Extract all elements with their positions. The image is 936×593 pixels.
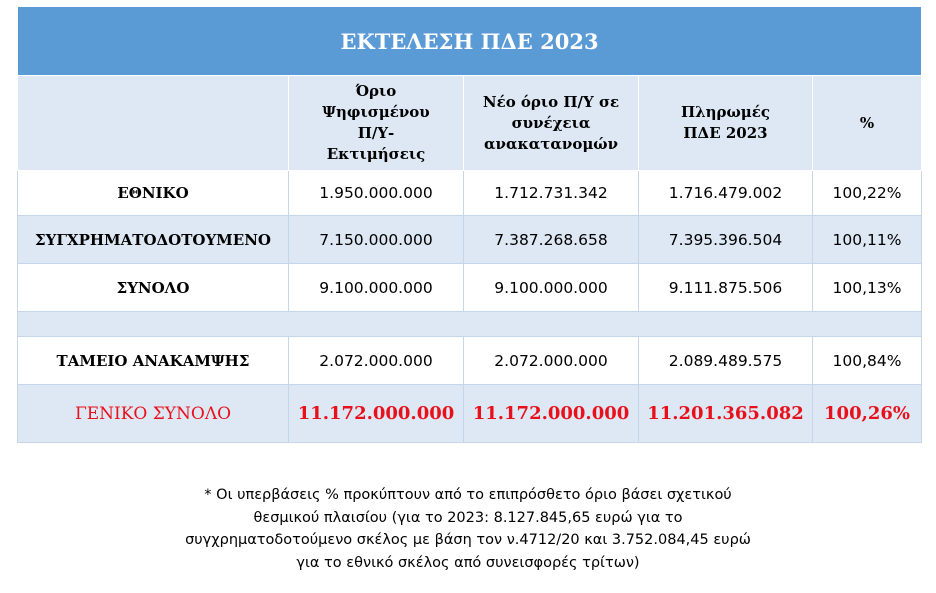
cell-budget: 7.150.000.000	[289, 216, 464, 264]
grand-total-payments: 11.201.365.082	[639, 385, 813, 443]
header-percent: %	[813, 76, 922, 171]
table-row	[18, 171, 922, 216]
cell-percent: 100,22%	[813, 171, 922, 216]
budget-execution-table-container	[17, 6, 921, 443]
cell-budget: 2.072.000.000	[289, 337, 464, 385]
row-label: ΣΥΓΧΡΗΜΑΤΟΔΟΤΟΥΜΕΝΟ	[18, 216, 289, 264]
footnote-line: * Οι υπερβάσεις % προκύπτουν από το επιπρόσθετο όριο βάσει σχετικού	[204, 487, 732, 503]
header-payments: Πληρωμές ΠΔΕ 2023	[639, 76, 813, 171]
cell-percent: 100,11%	[813, 216, 922, 264]
footnote-line: θεσμικού πλαισίου (για το 2023: 8.127.845,65 ευρώ για το	[253, 509, 683, 526]
budget-execution-table	[17, 6, 922, 443]
cell-percent: 100,13%	[813, 264, 922, 312]
row-label: ΣΥΝΟΛΟ	[18, 264, 289, 312]
cell-budget: 9.100.000.000	[289, 264, 464, 312]
grand-total-budget: 11.172.000.000	[289, 385, 464, 443]
footnote	[60, 484, 876, 574]
cell-payments: 9.111.875.506	[639, 264, 813, 312]
header-new-limit: Νέο όριο Π/Υ σε συνέχεια ανακατανομών	[464, 76, 639, 171]
table-row	[18, 264, 922, 312]
spacer-row	[18, 312, 922, 337]
table-title: ΕΚΤΕΛΕΣΗ ΠΔΕ 2023	[18, 7, 922, 76]
cell-budget: 1.950.000.000	[289, 171, 464, 216]
cell-new-limit: 9.100.000.000	[464, 264, 639, 312]
spacer-cell	[18, 312, 922, 337]
grand-total-new-limit: 11.172.000.000	[464, 385, 639, 443]
row-label: ΤΑΜΕΙΟ ΑΝΑΚΑΜΨΗΣ	[18, 337, 289, 385]
cell-new-limit: 2.072.000.000	[464, 337, 639, 385]
header-approved-budget: Όριο Ψηφισμένου Π/Υ-Εκτιμήσεις	[289, 76, 464, 171]
cell-new-limit: 7.387.268.658	[464, 216, 639, 264]
cell-payments: 7.395.396.504	[639, 216, 813, 264]
row-label: ΕΘΝΙΚΟ	[18, 171, 289, 216]
footnote-line: για το εθνικό σκέλος από συνεισφορές τρίτων)	[296, 554, 640, 571]
grand-total-row	[18, 385, 922, 443]
header-label-column	[18, 76, 289, 171]
cell-new-limit: 1.712.731.342	[464, 171, 639, 216]
cell-percent: 100,84%	[813, 337, 922, 385]
table-row	[18, 216, 922, 264]
table-row	[18, 337, 922, 385]
cell-payments: 2.089.489.575	[639, 337, 813, 385]
grand-total-label: ΓΕΝΙΚΟ ΣΥΝΟΛΟ	[18, 385, 289, 443]
cell-payments: 1.716.479.002	[639, 171, 813, 216]
grand-total-percent: 100,26%	[813, 385, 922, 443]
footnote-line: συγχρηματοδοτούμενο σκέλος με βάση τον ν.4712/20 και 3.752.084,45 ευρώ	[185, 532, 751, 548]
